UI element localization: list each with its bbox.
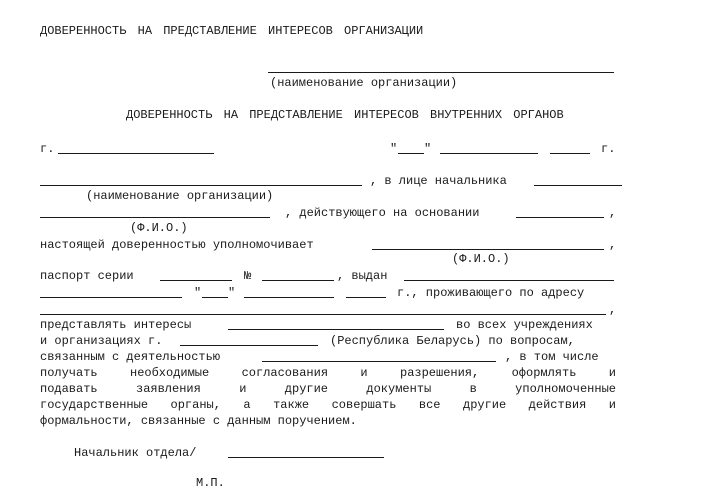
passport-series-label: паспорт серии bbox=[40, 269, 134, 283]
address-blank bbox=[40, 314, 606, 315]
city-prefix: г. bbox=[40, 142, 55, 156]
represent-text: представлять интересы bbox=[40, 318, 192, 332]
chief-blank bbox=[534, 185, 622, 186]
stamp-place: М.П. bbox=[196, 476, 225, 490]
passport-issuer-blank bbox=[404, 280, 614, 281]
issue-year-blank bbox=[346, 297, 386, 298]
principal-org-caption: (наименование организации) bbox=[86, 189, 274, 203]
body-line-1: получать необходимые согласования и разрешения, оформлять и bbox=[40, 366, 616, 380]
day-blank bbox=[398, 153, 424, 154]
related-text: связанным с деятельностью bbox=[40, 350, 221, 364]
city-blank bbox=[58, 153, 214, 154]
in-face-of-text: , в лице начальника bbox=[370, 174, 507, 188]
residing-text: г., проживающего по адресу bbox=[397, 286, 585, 300]
issuer-cont-blank bbox=[40, 297, 182, 298]
authorize-comma: , bbox=[609, 238, 617, 252]
represent-blank bbox=[228, 329, 444, 330]
attorney-fio-caption: (Ф.И.О.) bbox=[452, 252, 510, 266]
issue-day-quote-open: " bbox=[194, 286, 202, 300]
authorize-text: настоящей доверенностью уполномочивает bbox=[40, 238, 314, 252]
month-blank bbox=[440, 153, 538, 154]
principal-org-blank bbox=[40, 185, 362, 186]
body-line-3: государственные органы, а также совершать все другие действия и bbox=[40, 398, 616, 412]
issue-month-blank bbox=[244, 297, 334, 298]
acting-basis-text: , действующего на основании bbox=[285, 206, 480, 220]
org-name-caption: (наименование организации) bbox=[270, 76, 458, 90]
republic-text: (Республика Беларусь) по вопросам, bbox=[330, 334, 575, 348]
all-institutions-text: во всех учреждениях bbox=[456, 318, 593, 332]
basis-blank bbox=[516, 217, 604, 218]
address-comma: , bbox=[609, 303, 617, 317]
year-blank bbox=[550, 153, 590, 154]
day-quote-open: " bbox=[390, 142, 398, 156]
passport-series-blank bbox=[160, 280, 232, 281]
signature-label: Начальник отдела/ bbox=[74, 446, 197, 460]
passport-number-label: № bbox=[244, 269, 252, 283]
chief-fio-blank bbox=[40, 217, 270, 218]
in-particular-text: , в том числе bbox=[505, 350, 599, 364]
and-orgs-text: и организациях г. bbox=[40, 334, 163, 348]
passport-number-blank bbox=[262, 280, 334, 281]
issue-day-blank bbox=[202, 297, 228, 298]
chief-fio-caption: (Ф.И.О.) bbox=[130, 221, 188, 235]
document-subtitle: ДОВЕРЕННОСТЬ НА ПРЕДСТАВЛЕНИЕ ИНТЕРЕСОВ ВНУТРЕННИХ ОРГАНОВ bbox=[126, 108, 564, 122]
city-org-blank bbox=[180, 345, 318, 346]
passport-issued-label: , выдан bbox=[337, 269, 388, 283]
body-line-2: подавать заявления и другие документы в уполномоченные bbox=[40, 382, 616, 396]
document-title: ДОВЕРЕННОСТЬ НА ПРЕДСТАВЛЕНИЕ ИНТЕРЕСОВ ОРГАНИЗАЦИИ bbox=[40, 24, 424, 38]
year-suffix: г. bbox=[601, 142, 616, 156]
activity-blank bbox=[262, 361, 496, 362]
org-name-blank bbox=[268, 72, 614, 73]
signature-blank bbox=[228, 457, 384, 458]
body-line-4: формальности, связанные с данным поручением. bbox=[40, 414, 357, 428]
attorney-fio-blank bbox=[372, 249, 604, 250]
basis-comma: , bbox=[609, 206, 617, 220]
issue-day-quote-close: " bbox=[228, 286, 236, 300]
day-quote-close: " bbox=[424, 142, 432, 156]
